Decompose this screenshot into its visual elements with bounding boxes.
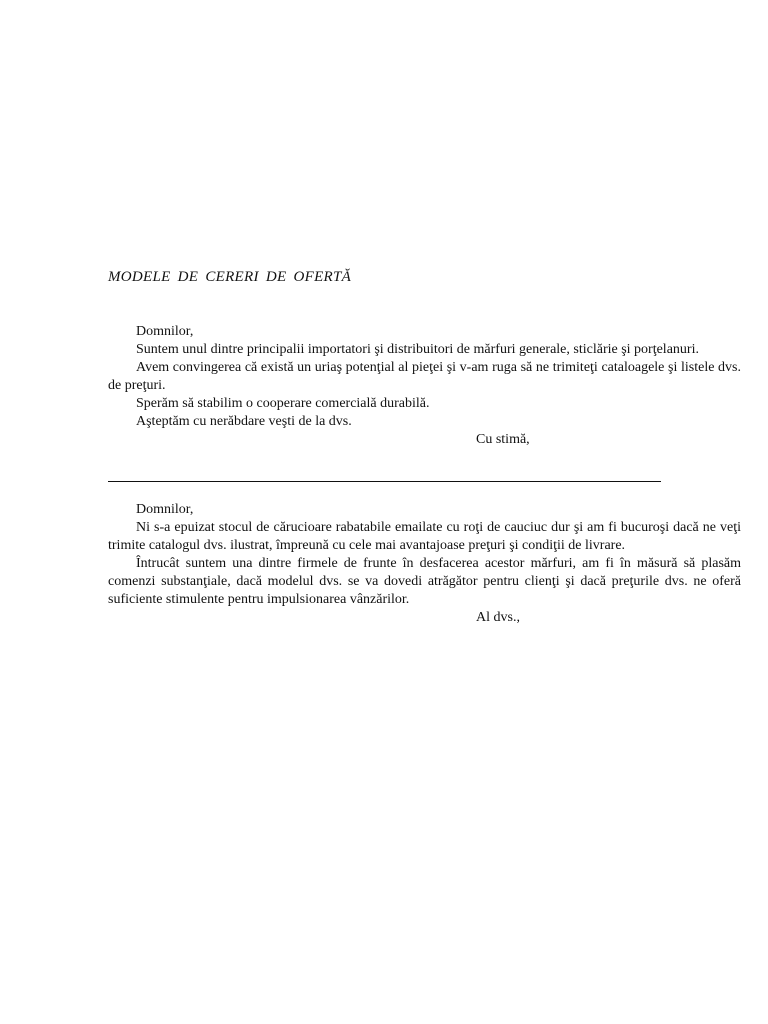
salutation: Domnilor, [136, 324, 194, 339]
closing: Cu stimă, [476, 432, 530, 447]
paragraph: Aşteptăm cu nerăbdare veşti de la dvs. [136, 414, 352, 429]
paragraph: Avem convingerea că există un uriaş potenţial al pieţei şi v-am ruga să ne trimiteţi cataloagele şi listele dvs. de preţuri. [108, 360, 741, 393]
letter-2 [108, 501, 741, 627]
paragraph: Întrucât suntem una dintre firmele de frunte în desfacerea acestor mărfuri, am fi în măsură să plasăm comenzi substanţiale, dacă modelul dvs. se va dovedi atrăgător pentru clienţi şi dacă preţurile dvs. ne oferă suficiente stimulente pentru impulsionarea vânzărilor. [108, 556, 741, 607]
divider-line [108, 481, 661, 482]
paragraph: Sperăm să stabilim o cooperare comercială durabilă. [136, 396, 430, 411]
paragraph: Suntem unul dintre principalii importatori şi distribuitori de mărfuri generale, sticlărie şi porţelanuri. [136, 342, 699, 357]
page-title: MODELE DE CERERI DE OFERTĂ [108, 269, 352, 285]
closing: Al dvs., [476, 610, 520, 625]
salutation: Domnilor, [136, 502, 194, 517]
letter-1 [108, 323, 741, 449]
paragraph: Ni s-a epuizat stocul de cărucioare rabatabile emailate cu roţi de cauciuc dur şi am fi bucuroşi dacă ne veţi trimite catalogul dvs. ilustrat, împreună cu cele mai avantajoase preţuri şi condiţii de livrare. [108, 520, 741, 553]
